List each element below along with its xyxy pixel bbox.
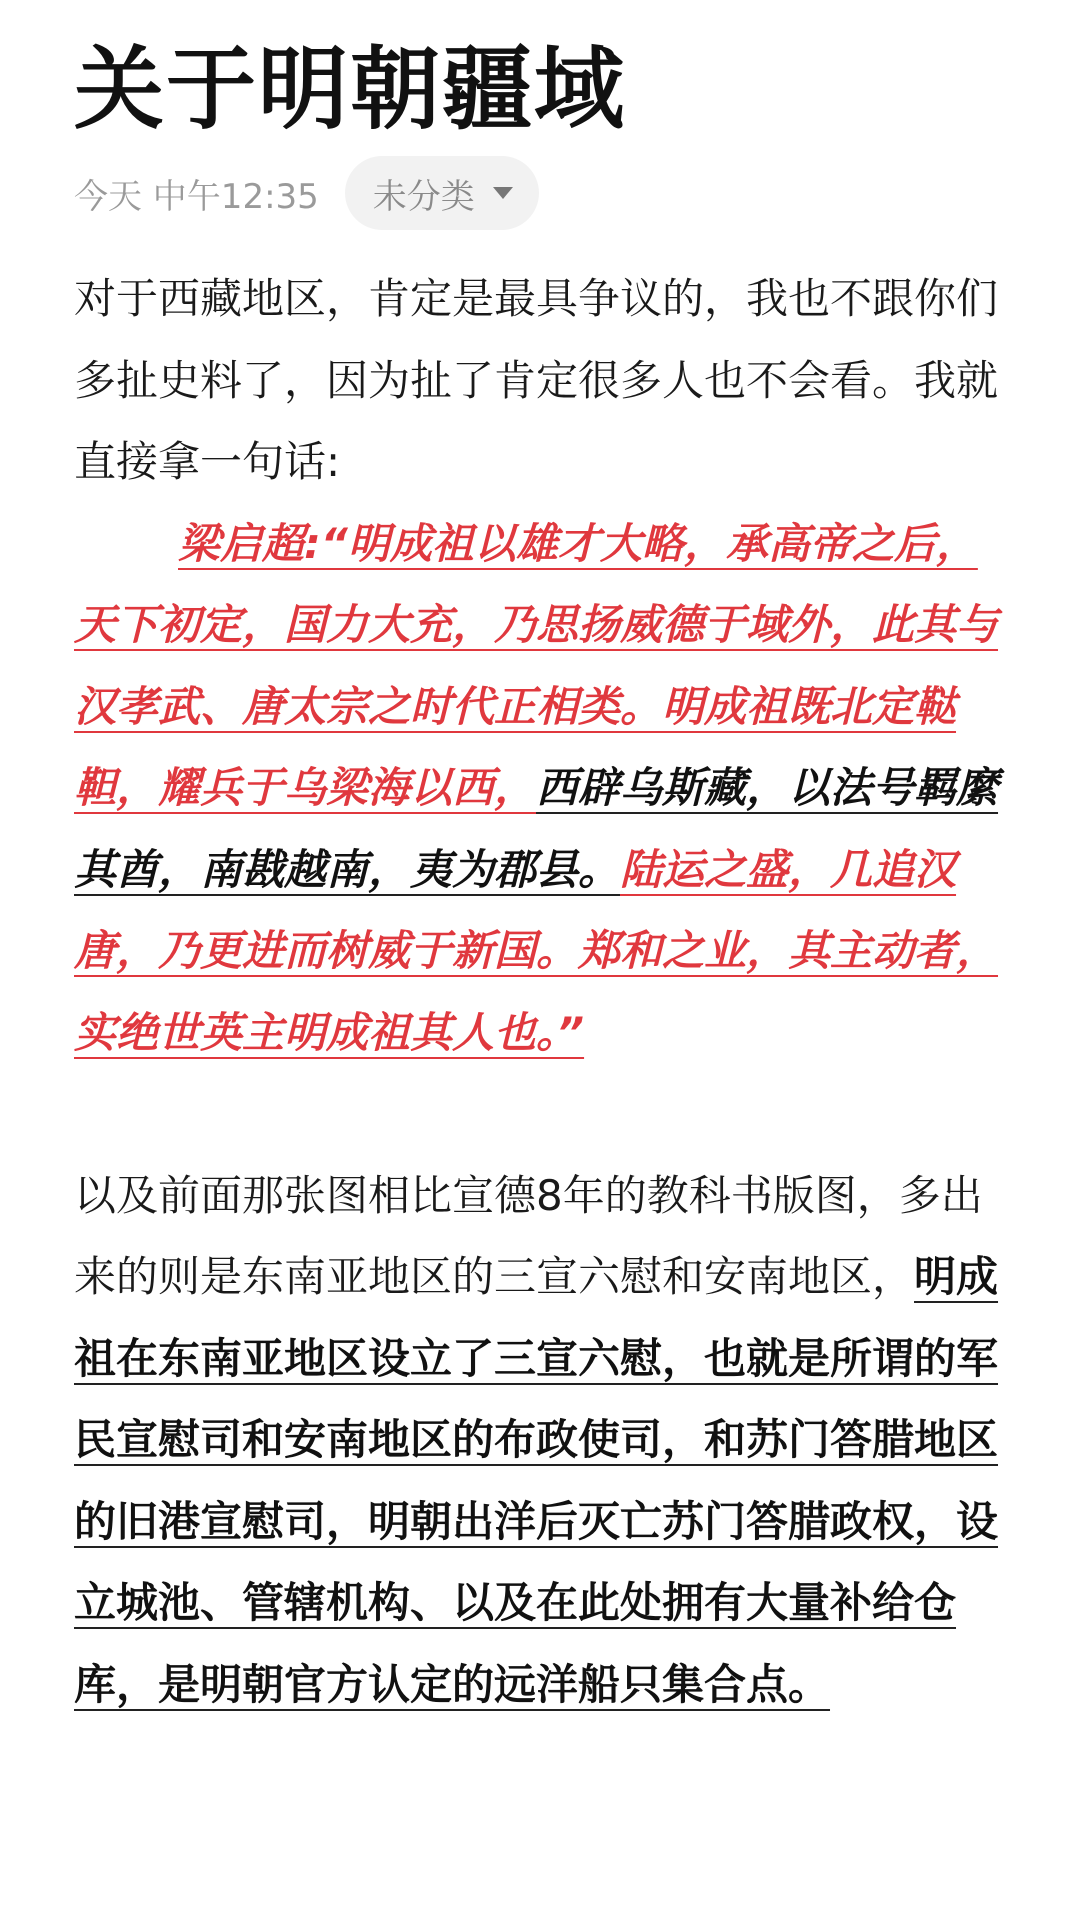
blank-line: [74, 1073, 1010, 1155]
quote-red-part-2: 陆运之盛，几追汉唐，乃更进而树威于新国。郑和之业，其主动者，实绝世英主明成祖其人也。”: [74, 844, 999, 1057]
paragraph-intro: 对于西藏地区，肯定是最具争议的，我也不跟你们多扯史料了，因为扯了肯定很多人也不会看。我就直接拿一句话:: [74, 274, 999, 486]
note-title[interactable]: 关于明朝疆域: [74, 37, 626, 142]
chevron-down-icon: [493, 187, 513, 199]
paragraph-second-plain: 以及前面那张图相比宣德8年的教科书版图，多出来的则是东南亚地区的三宣六慰和安南地区，: [74, 1170, 983, 1301]
quote-dark-part: 西辟乌斯藏，以法号羁縻其酋，南戡越南，夷为郡县。: [74, 763, 999, 894]
category-dropdown[interactable]: [345, 156, 539, 230]
category-label: 未分类: [372, 176, 475, 217]
note-date: 今天 中午12:35: [74, 176, 319, 217]
quote-red-part-1: 梁启超:“明成祖以雄才大略，承高帝之后，天下初定，国力大充，乃思扬威德于域外，此其与汉孝武、唐太宗之时代正相类。明成祖既北定鞑靼，耀兵于乌梁海以西，: [74, 518, 999, 812]
note-meta: [74, 156, 539, 230]
paragraph-second: [74, 1155, 1010, 1726]
paragraph-second-bold: 明成祖在东南亚地区设立了三宣六慰，也就是所谓的军民宣慰司和安南地区的布政使司，和苏门答腊地区的旧港宣慰司，明朝出洋后灭亡苏门答腊政权，设立城池、管辖机构、以及在此处拥有大量补给仓库，是明朝官方认定的远洋船只集合点。: [74, 1252, 999, 1709]
quote-block: [74, 503, 1010, 1074]
note-body[interactable]: [74, 258, 1010, 1725]
note-container: [74, 0, 1010, 1709]
